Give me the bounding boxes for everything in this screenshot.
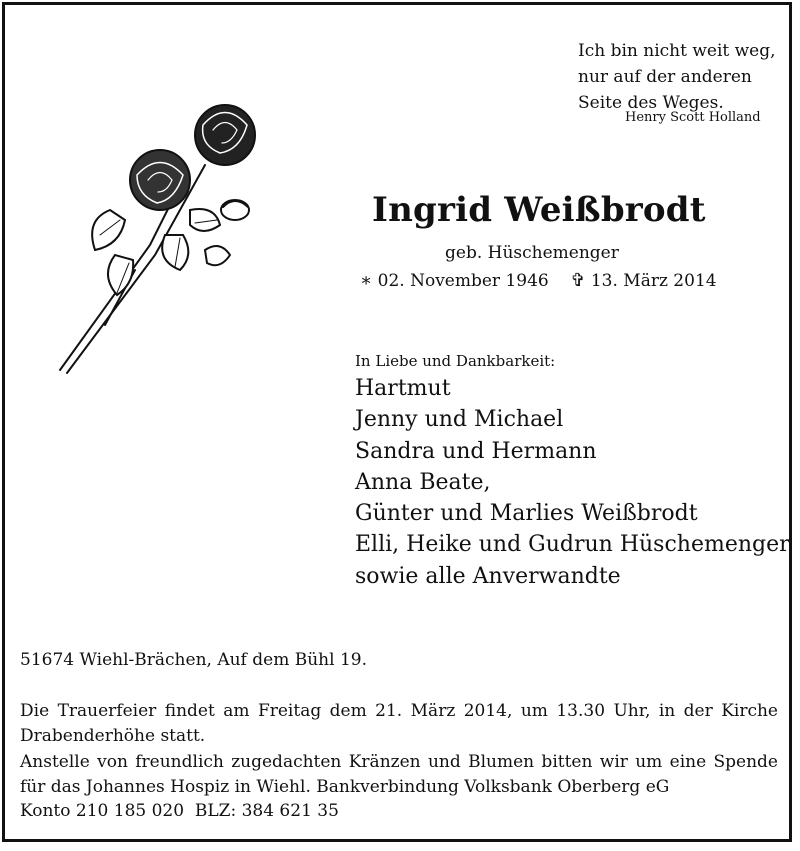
deceased-name: Ingrid Weißbrodt — [372, 190, 706, 230]
quote-line: nur auf der anderen — [578, 67, 752, 87]
funeral-notice: Die Trauerfeier findet am Freitag dem 21. März 2014, um 13.30 Uhr, in der Kirche Drabenderhöhe statt. — [20, 701, 778, 746]
mourner-line: Sandra und Hermann — [355, 438, 597, 464]
mourners-list — [355, 373, 790, 592]
rose-illustration-icon — [55, 95, 270, 380]
bank-account: Konto 210 185 020 BLZ: 384 621 35 — [20, 801, 339, 821]
birth-date: 02. November 1946 — [377, 271, 549, 291]
donation-text: Anstelle von freundlich zugedachten Kränzen und Blumen bitten wir um eine Spende für das Johannes Hospiz in Wiehl. Bankverbindung Volksbank Oberberg eG — [20, 752, 778, 797]
mourner-line: Anna Beate, — [355, 469, 491, 495]
donation-notice — [20, 750, 778, 824]
life-dates — [360, 270, 717, 291]
mourner-line: Günter und Marlies Weißbrodt — [355, 501, 698, 527]
quote-line: Ich bin nicht weit weg, — [578, 41, 776, 61]
birth-symbol: ∗ — [360, 270, 373, 291]
death-date: 13. März 2014 — [590, 271, 717, 291]
mourners-intro: In Liebe und Dankbarkeit: — [355, 352, 556, 370]
death-symbol: ✞ — [570, 270, 586, 291]
mourner-line: sowie alle Anverwandte — [355, 563, 621, 589]
birth-name: geb. Hüschemenger — [445, 243, 619, 263]
quote-line: Seite des Weges. — [578, 93, 724, 113]
address: 51674 Wiehl-Brächen, Auf dem Bühl 19. — [20, 650, 367, 670]
quote-author: Henry Scott Holland — [625, 110, 761, 125]
mourner-line: Elli, Heike und Gudrun Hüschemenger — [355, 532, 790, 558]
mourner-line: Hartmut — [355, 376, 451, 401]
quote — [578, 38, 776, 116]
mourner-line: Jenny und Michael — [355, 407, 564, 433]
